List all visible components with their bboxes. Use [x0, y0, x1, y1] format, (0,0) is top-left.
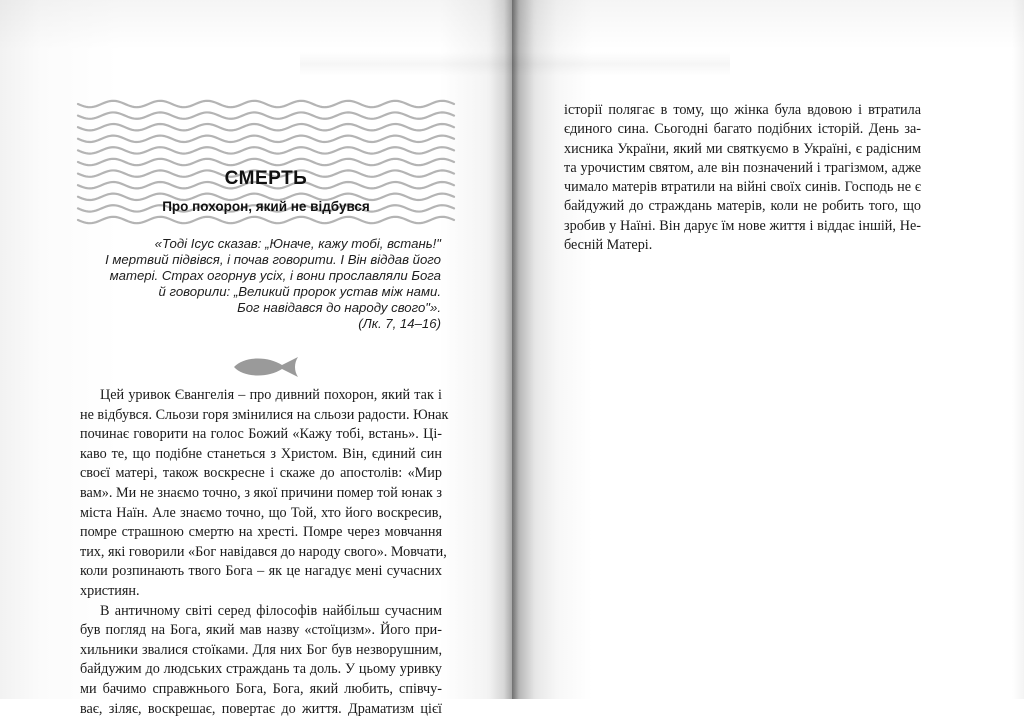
body-line: вам». Ми не знаємо точно, з якої причини помер той юнак з — [80, 484, 442, 504]
wave-line — [78, 136, 454, 142]
epigraph-line: матері. Страх огорнув усіх, і вони прославляли Бога — [100, 268, 441, 284]
body-line: єдиного сина. Сьогодні багато подібних історій. День за- — [564, 120, 921, 139]
body-line: бесній Матері. — [564, 236, 921, 255]
left-body-text — [80, 386, 442, 719]
body-line: хильники звалися стоїками. Для них Бог був незворушним, — [80, 641, 442, 661]
body-line: ми бачимо справжнього Бога, Бога, який любить, співчу- — [80, 680, 442, 700]
body-line: коли розпинають твого Бога – як це нагадує мені сучасних — [80, 562, 442, 582]
body-line: тих, які говорили «Бог навідався до народу свого». Мовчати, — [80, 543, 442, 563]
epigraph-line: «Тоді Ісус сказав: „Юначе, кажу тобі, встань!" — [100, 236, 441, 252]
body-line: чимало матерів втратили на війні своїх синів. Господь не є — [564, 178, 921, 197]
body-line: Цей уривок Євангелія – про дивний похорон, який так і — [80, 386, 442, 406]
wave-line — [78, 101, 454, 107]
body-line: був погляд на Бога, який мав назву «стоїцизм». Його при- — [80, 621, 442, 641]
epigraph-line: й говорили: „Великий пророк устав між нами. — [100, 284, 441, 300]
epigraph-reference: (Лк. 7, 14–16) — [100, 316, 441, 332]
body-line: не відбувся. Сльози горя змінилися на сльози радости. Юнак — [80, 406, 442, 426]
body-line: ває, зіляє, воскрешає, повертає до життя. Драматизм цієї — [80, 700, 442, 719]
body-line: та урочистим святом, але він позначений і трагізмом, адже — [564, 159, 921, 178]
wave-line — [78, 217, 454, 223]
body-line: В античному світі серед філософів найбільш сучасним — [80, 602, 442, 622]
body-line: міста Наїн. Але знаємо точно, що Той, хто його воскресив, — [80, 504, 442, 524]
wave-line — [78, 147, 454, 153]
chapter-title: СМЕРТЬ — [78, 168, 454, 190]
body-line: хисника України, який ми святкуємо в Україні, є радісним — [564, 140, 921, 159]
epigraph-line: І мертвий підвівся, і почав говорити. І Він віддав його — [100, 252, 441, 268]
body-line: зробив у Наїні. Він дарує їм нове життя і віддає іншій, Не- — [564, 217, 921, 236]
body-line: історії полягає в тому, що жінка була вдовою і втратила — [564, 101, 921, 120]
chapter-subtitle: Про похорон, який не відбувся — [78, 199, 454, 214]
epigraph-line: Бог навідався до народу свого"». — [100, 300, 441, 316]
body-line: байдужим до людських страждань та доль. У цьому уривку — [80, 660, 442, 680]
left-page — [0, 0, 512, 699]
wave-line — [78, 124, 454, 130]
body-line: починає говорити на голос Божий «Кажу тобі, встань». Ці- — [80, 425, 442, 445]
body-line: байдужий до страждань матерів, коли не робить того, що — [564, 197, 921, 216]
fish-icon — [232, 355, 300, 379]
wave-line — [78, 112, 454, 118]
right-body-text — [564, 101, 921, 255]
epigraph-quote — [100, 236, 441, 332]
body-line: помре страшною смертю на хресті. Помре через мовчання — [80, 523, 442, 543]
body-line: християн. — [80, 582, 442, 602]
wave-line — [78, 159, 454, 165]
body-line: своєї матері, також воскресне і скаже до апостолів: «Мир — [80, 464, 442, 484]
body-line: каво те, що подібне станеться з Христом. Він, єдиний син — [80, 445, 442, 465]
